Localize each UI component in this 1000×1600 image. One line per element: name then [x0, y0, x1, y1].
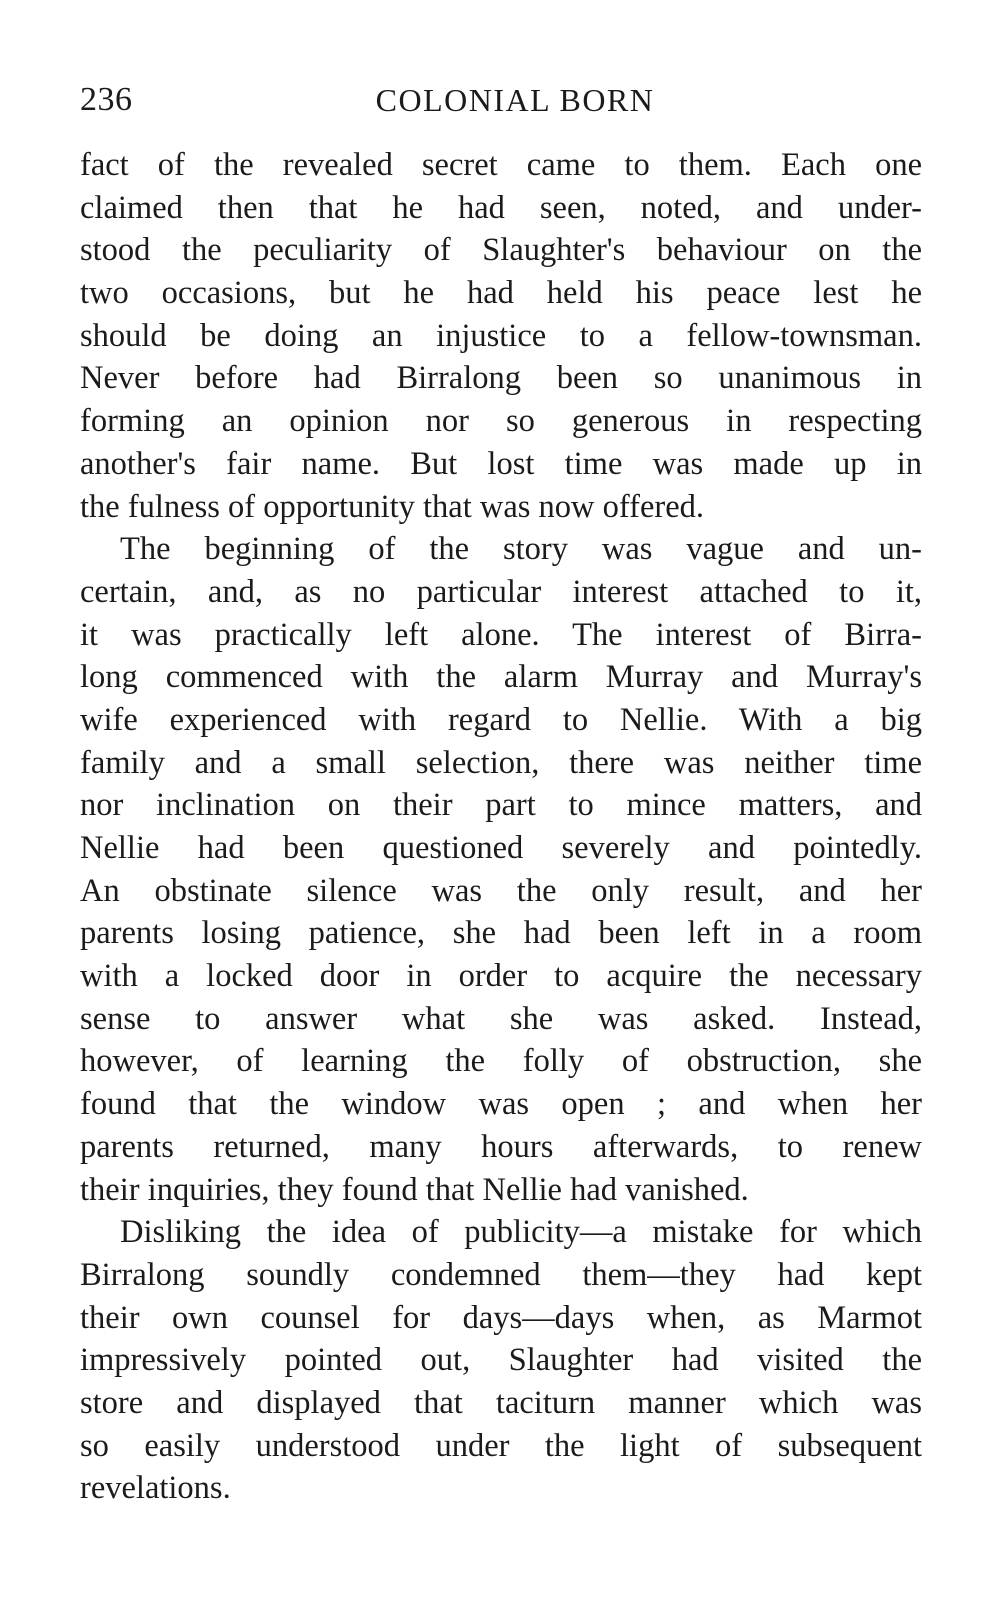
text-line: the fulness of opportunity that was now offered. — [80, 488, 704, 525]
text-line: An obstinate silence was the only result, and her — [80, 872, 922, 909]
text-line: parents losing patience, she had been left in a room — [80, 915, 922, 952]
text-line: their own counsel for days—days when, as Marmot — [80, 1299, 922, 1336]
text-line: The beginning of the story was vague and un- — [120, 531, 922, 568]
text-line: impressively pointed out, Slaughter had visited the — [80, 1342, 922, 1379]
text-line: found that the window was open ; and when her — [80, 1086, 922, 1123]
text-line: parents returned, many hours afterwards, to renew — [80, 1128, 922, 1165]
text-line: it was practically left alone. The interest of Birra- — [80, 616, 922, 653]
text-line: fact of the revealed secret came to them. Each one — [80, 147, 922, 183]
text-line: certain, and, as no particular interest attached to it, — [80, 573, 922, 610]
text-line: two occasions, but he had held his peace lest he — [80, 275, 922, 312]
text-line: their inquiries, they found that Nellie had vanished. — [80, 1171, 749, 1208]
text-line: stood the peculiarity of Slaughter's behaviour on the — [80, 232, 922, 269]
text-line: Disliking the idea of publicity—a mistake for which — [120, 1214, 922, 1251]
paragraph-1 — [80, 144, 922, 528]
text-line: another's fair name. But lost time was made up in — [80, 445, 922, 482]
running-head — [80, 80, 920, 130]
text-line: Never before had Birralong been so unanimous in — [80, 360, 922, 397]
text-line: claimed then that he had seen, noted, and under- — [80, 189, 922, 226]
body-text — [80, 144, 922, 1510]
text-line: forming an opinion nor so generous in respecting — [80, 403, 922, 440]
paragraph-2 — [80, 528, 922, 1211]
text-line: with a locked door in order to acquire the necessary — [80, 958, 922, 995]
text-line: Birralong soundly condemned them—they had kept — [80, 1256, 922, 1293]
text-line: however, of learning the folly of obstruction, she — [80, 1043, 922, 1080]
text-line: long commenced with the alarm Murray and Murray's — [80, 659, 922, 696]
text-line: wife experienced with regard to Nellie. With a big — [80, 701, 922, 738]
text-line: store and displayed that taciturn manner which was — [80, 1384, 922, 1421]
text-line: should be doing an injustice to a fellow-townsman. — [80, 317, 922, 354]
text-line: Nellie had been questioned severely and pointedly. — [80, 830, 922, 866]
paragraph-3 — [80, 1211, 922, 1510]
text-line: so easily understood under the light of subsequent — [80, 1427, 922, 1464]
page-number: 236 — [80, 81, 133, 118]
text-line: nor inclination on their part to mince matters, and — [80, 787, 922, 824]
text-line: sense to answer what she was asked. Instead, — [80, 1000, 922, 1037]
running-title: COLONIAL BORN — [375, 82, 655, 118]
text-line: revelations. — [80, 1470, 231, 1507]
text-line: family and a small selection, there was neither time — [80, 744, 922, 781]
